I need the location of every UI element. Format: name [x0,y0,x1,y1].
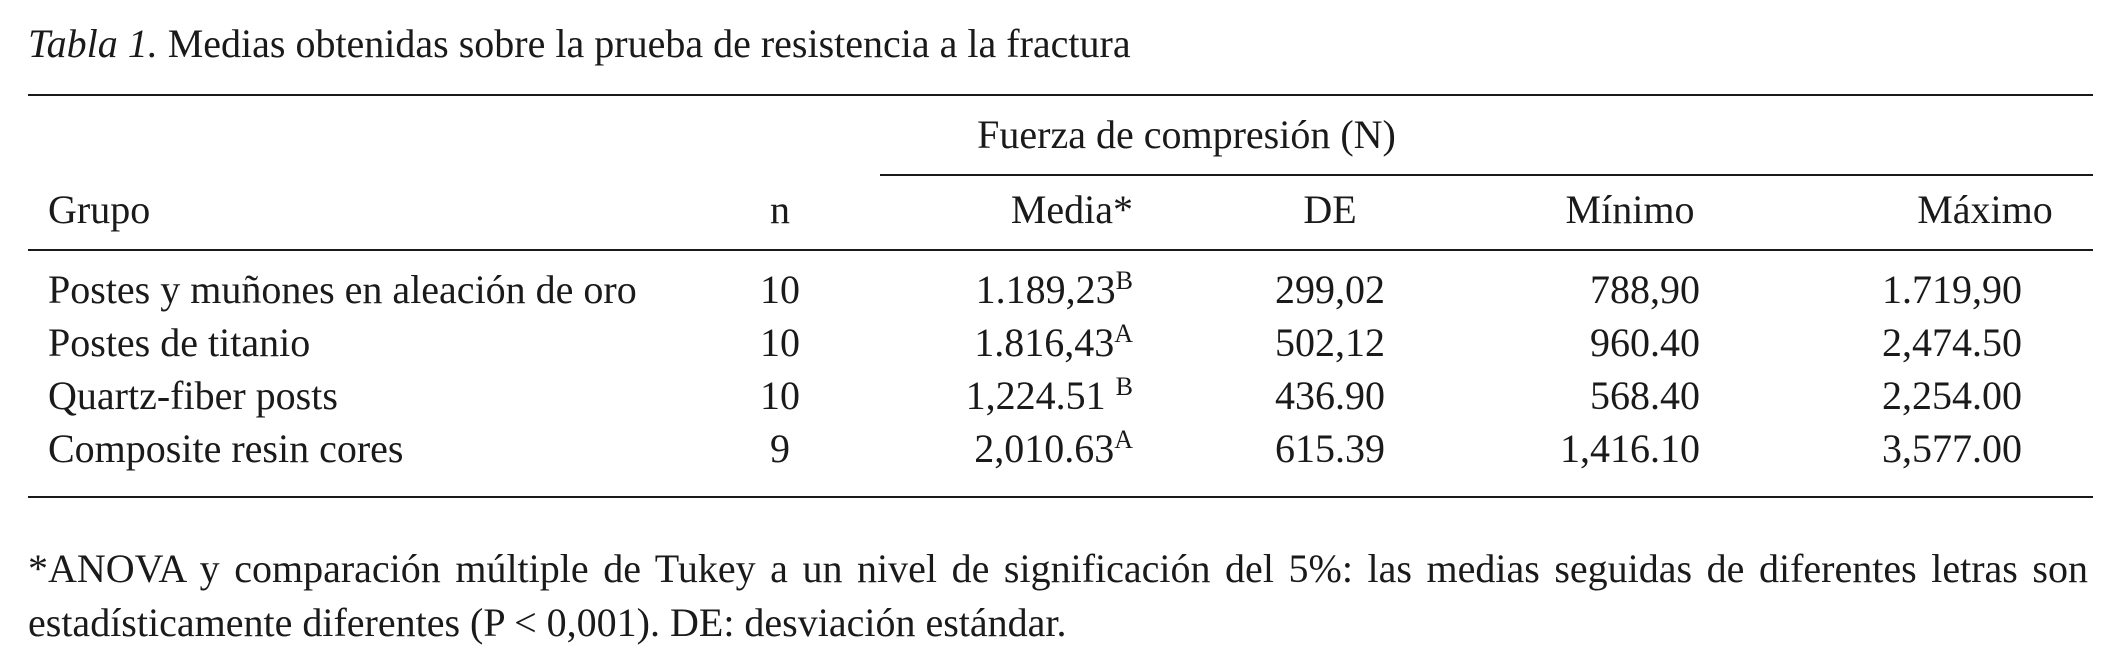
header-minimo: Mínimo [1565,187,1695,232]
table-row-minimo: 788,90 [1590,267,1700,312]
table-row-maximo: 1.719,90 [1882,267,2022,312]
table-row-n: 10 [760,267,800,312]
table-row-maximo: 3,577.00 [1882,426,2022,471]
table-row-n: 10 [760,373,800,418]
table-row-maximo: 2,474.50 [1882,320,2022,365]
header-media: Media* [1010,187,1133,232]
media-value: 1.816,43 [974,320,1115,365]
media-letter: B [1115,372,1133,401]
table-caption-text: Medias obtenidas sobre la prueba de resistencia a la fractura [167,21,1131,66]
spanner-rule [880,174,2093,176]
header-maximo: Máximo [1917,187,2053,232]
table-row-de: 299,02 [1275,267,1385,312]
media-value: 1.189,23 [975,267,1116,312]
media-letter: A [1114,319,1133,348]
table-row-media [880,372,1133,425]
media-letter: B [1115,266,1133,295]
table-row-minimo: 960.40 [1590,320,1700,365]
table-row-de: 502,12 [1275,320,1385,365]
spanner-header: Fuerza de compresión (N) [977,112,1396,157]
header-grupo: Grupo [48,187,151,232]
media-letter: A [1114,425,1133,454]
table-row-grupo: Postes y muñones en aleación de oro [48,267,637,312]
table-row-maximo: 2,254.00 [1882,373,2022,418]
header-de: DE [1303,187,1357,232]
table-row-de: 436.90 [1275,373,1385,418]
table-row-de: 615.39 [1275,426,1385,471]
table-footnote: *ANOVA y comparación múltiple de Tukey a un nivel de significación del 5%: las medias seguidas de diferentes letras son estadísticamente diferentes (P < 0,001). DE: desviación estándar. [28,546,2088,645]
header-rule [28,249,2093,251]
table-row-grupo: Composite resin cores [48,426,404,471]
media-value: 1,224.51 [965,373,1116,418]
table-caption [28,16,1131,72]
media-value: 2,010.63 [974,426,1115,471]
table-row-media [880,266,1133,319]
table-row-grupo: Quartz-fiber posts [48,373,338,418]
top-rule [28,94,2093,96]
header-n: n [770,187,790,232]
bottom-rule [28,496,2093,498]
table-row-grupo: Postes de titanio [48,320,311,365]
table-row-n: 10 [760,320,800,365]
table-row-minimo: 568.40 [1590,373,1700,418]
table-row-media [880,425,1133,478]
table-caption-label: Tabla 1. [28,21,158,66]
table-row-media [880,319,1133,372]
table-row-minimo: 1,416.10 [1560,426,1700,471]
table-row-n: 9 [770,426,790,471]
